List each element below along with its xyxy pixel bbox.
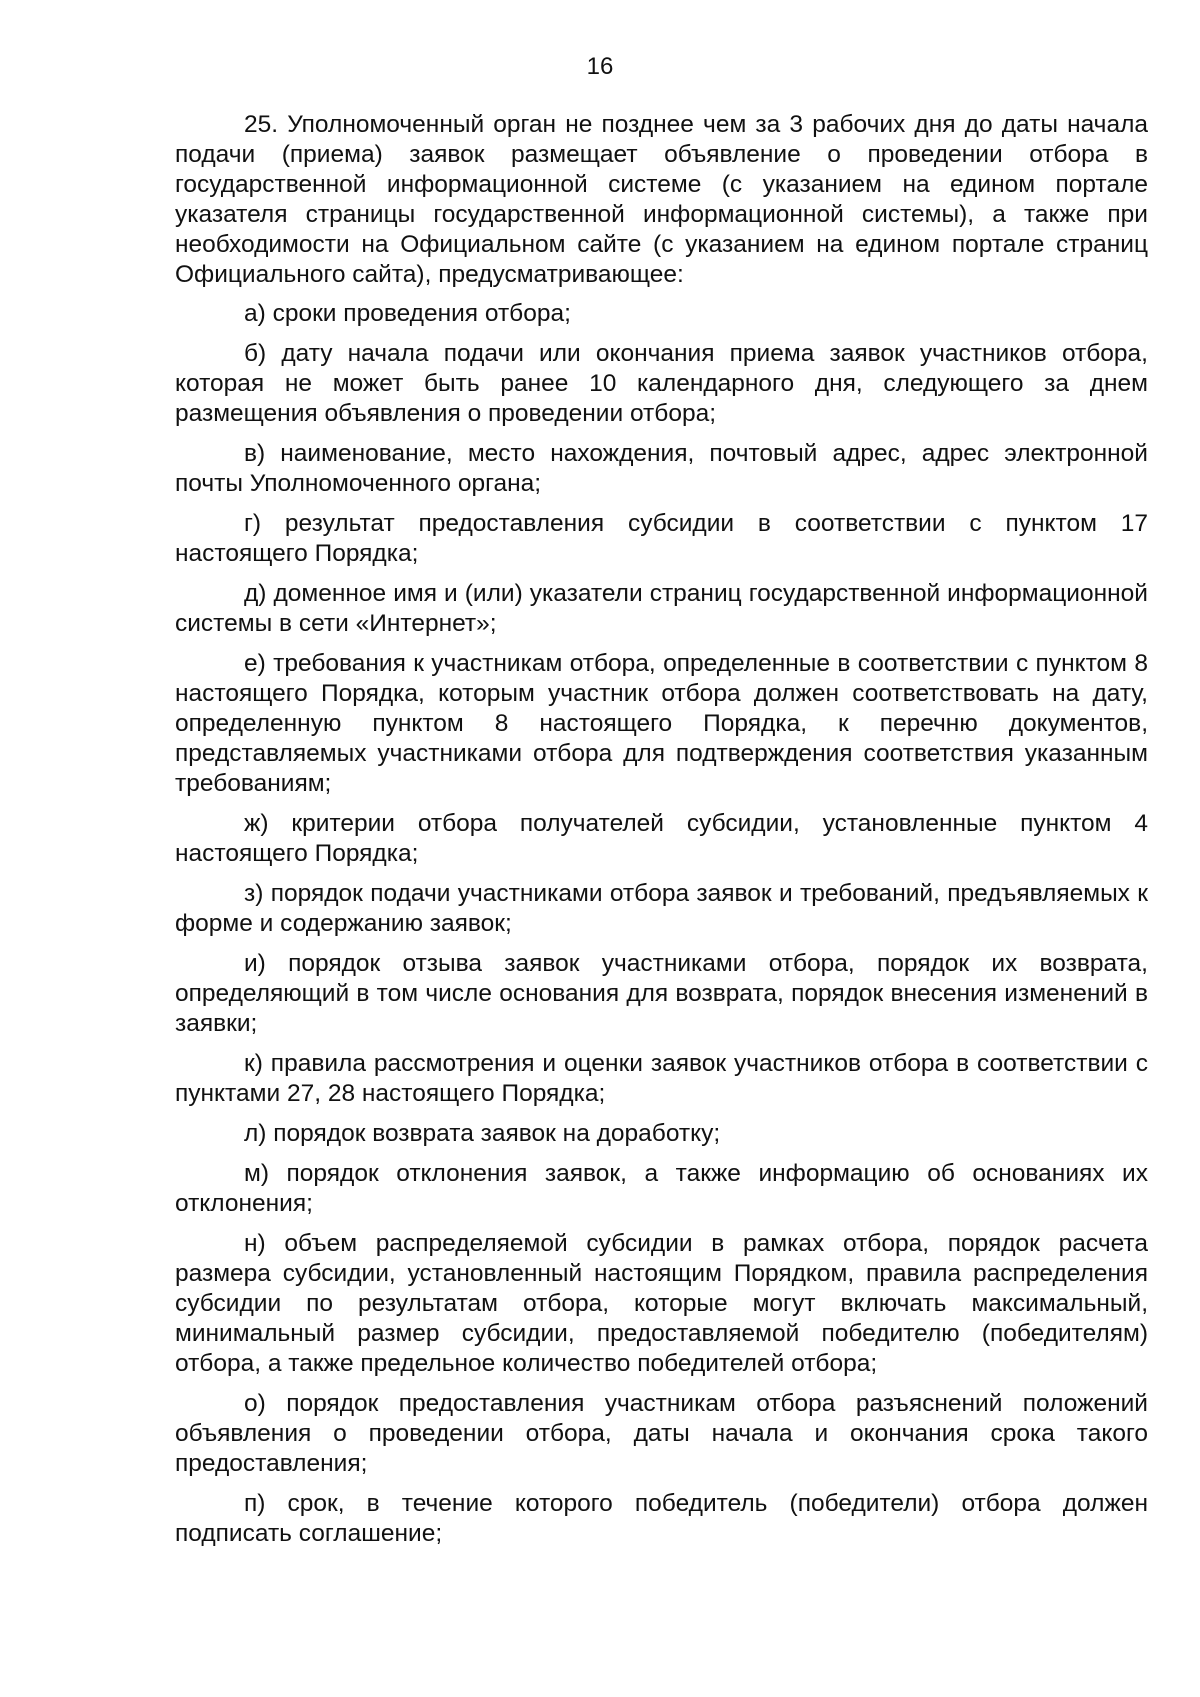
list-item-g: г) результат предоставления субсидии в соответствии с пунктом 17 настоящего Порядка; [175, 510, 1148, 567]
page-number: 16 [586, 53, 614, 80]
list-item-v: в) наименование, место нахождения, почтовый адрес, адрес электронной почты Уполномоченного органа; [175, 440, 1148, 497]
paragraph-25-intro: 25. Уполномоченный орган не позднее чем за 3 рабочих дня до даты начала подачи (приема) заявок размещает объявление о проведении отбора в государственной информационной системе (с указанием на едином портале указателя страницы государственной информационной системы), а также при необходимости на Официальном сайте (с указанием на едином портале страниц Официального сайта), предусматривающее: [175, 111, 1148, 288]
list-item-d: д) доменное имя и (или) указатели страниц государственной информационной системы в сети «Интернет»; [175, 580, 1148, 637]
list-item-b: б) дату начала подачи или окончания приема заявок участников отбора, которая не может быть ранее 10 календарного дня, следующего за днем размещения объявления о проведении отбора; [175, 340, 1148, 427]
list-item-k: к) правила рассмотрения и оценки заявок участников отбора в соответствии с пунктами 27, 28 настоящего Порядка; [175, 1050, 1148, 1107]
list-item-l: л) порядок возврата заявок на доработку; [244, 1120, 721, 1147]
list-item-p: п) срок, в течение которого победитель (победители) отбора должен подписать соглашение; [175, 1490, 1148, 1547]
list-item-a: а) сроки проведения отбора; [244, 300, 571, 327]
list-item-z: з) порядок подачи участниками отбора заявок и требований, предъявляемых к форме и содержанию заявок; [175, 880, 1148, 937]
list-item-e: е) требования к участникам отбора, определенные в соответствии с пунктом 8 настоящего Порядка, которым участник отбора должен соответствовать на дату, определенную пунктом 8 настоящего Порядка, к перечню документов, представляемых участниками отбора для подтверждения соответствия указанным требованиям; [175, 650, 1148, 797]
list-item-zh: ж) критерии отбора получателей субсидии, установленные пунктом 4 настоящего Порядка; [175, 810, 1148, 867]
list-item-m: м) порядок отклонения заявок, а также информацию об основаниях их отклонения; [175, 1160, 1148, 1217]
list-item-n: н) объем распределяемой субсидии в рамках отбора, порядок расчета размера субсидии, установленный настоящим Порядком, правила распределения субсидии по результатам отбора, которые могут включать максимальный, минимальный размер субсидии, предоставляемой победителю (победителям) отбора, а также предельное количество победителей отбора; [175, 1230, 1148, 1377]
list-item-o: о) порядок предоставления участникам отбора разъяснений положений объявления о проведении отбора, даты начала и окончания срока такого предоставления; [175, 1390, 1148, 1477]
document-body [175, 110, 1148, 1559]
list-item-i: и) порядок отзыва заявок участниками отбора, порядок их возврата, определяющий в том числе основания для возврата, порядок внесения изменений в заявки; [175, 950, 1148, 1037]
